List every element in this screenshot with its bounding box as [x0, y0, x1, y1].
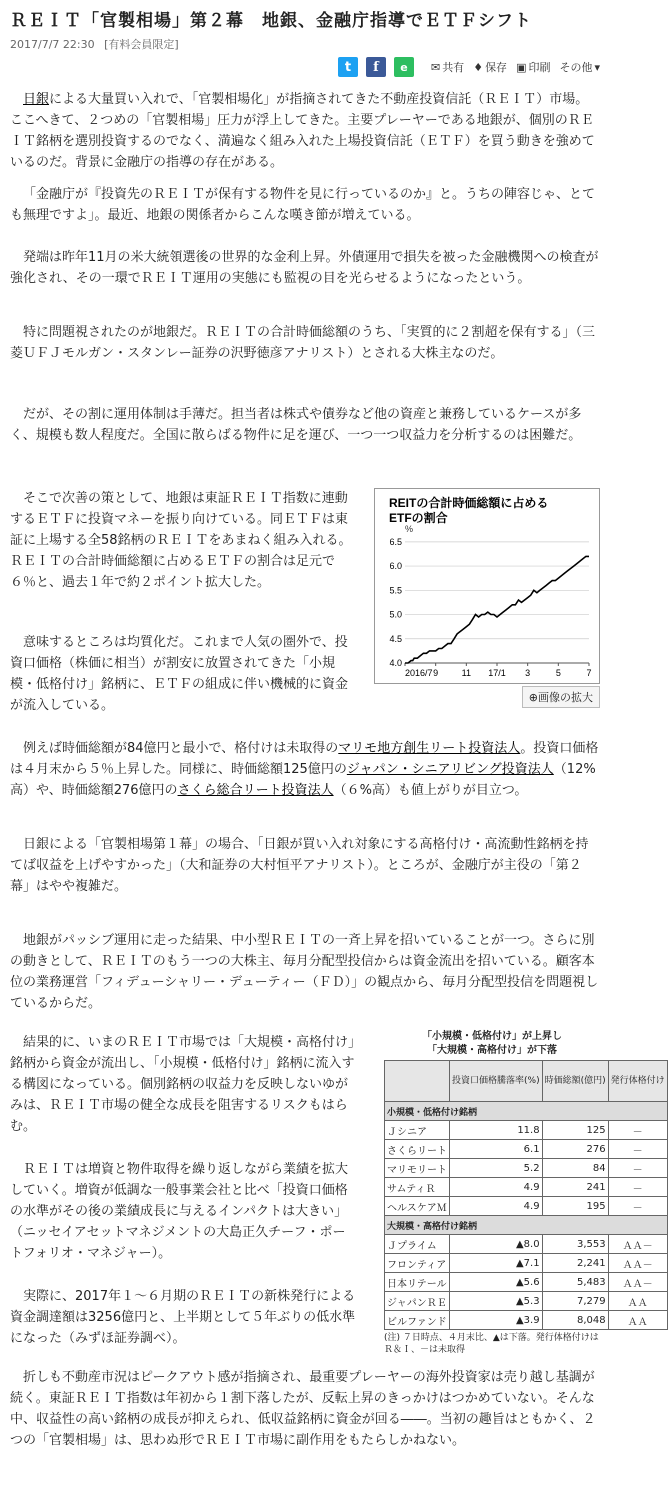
- line-chart: [375, 489, 599, 683]
- chart-title-line2: ETFの割合: [389, 511, 448, 525]
- article-title: ＲＥＩＴ「官製相場」第２幕 地銀、金融庁指導でＥＴＦシフト: [10, 11, 532, 31]
- x-tick-label: 5: [555, 668, 561, 678]
- table-row: [385, 1235, 668, 1254]
- link-japan-senior-living[interactable]: ジャパン・シニアリビング投資法人: [346, 762, 554, 777]
- cell-price-change: ▲5.6: [450, 1273, 543, 1292]
- table-row: [385, 1140, 668, 1159]
- mail-icon: ✉: [430, 60, 441, 74]
- cell-rating: －: [608, 1178, 667, 1197]
- cell-price-change: 5.2: [450, 1159, 543, 1178]
- x-tick-label: 9: [433, 668, 439, 678]
- x-tick-label: 7: [586, 668, 592, 678]
- cell-price-change: ▲8.0: [450, 1235, 543, 1254]
- paragraph-12: ＲＥＩＴは増資と物件取得を繰り返しながら業績を拡大していく。増資が低調な一般事業会社と比べ「投資口価格の水準がその後の業績成長に与えるインパクトは大きい」（ニッセイアセットマネジメントの大島正久チーフ・ポートフォリオ・マネジャー）。: [10, 1162, 349, 1261]
- header-market-cap: 時価総額(億円): [542, 1061, 608, 1102]
- cell-market-cap: 2,241: [542, 1254, 608, 1273]
- save-button[interactable]: ♦ 保存: [473, 60, 508, 74]
- group-label: 小規模・低格付け銘柄: [385, 1102, 668, 1121]
- twitter-icon[interactable]: t: [338, 57, 358, 77]
- enlarge-image-button[interactable]: ⊕画像の拡大: [522, 686, 600, 708]
- cell-price-change: 11.8: [450, 1121, 543, 1140]
- y-tick-label: 4.5: [389, 633, 402, 644]
- publish-date: 2017/7/7 22:30: [10, 38, 95, 51]
- facebook-icon[interactable]: f: [366, 57, 386, 77]
- cell-price-change: 4.9: [450, 1178, 543, 1197]
- cell-market-cap: 5,483: [542, 1273, 608, 1292]
- table-row: [385, 1121, 668, 1140]
- cell-name: Ｊプライム: [385, 1235, 450, 1254]
- cell-market-cap: 7,279: [542, 1292, 608, 1311]
- paragraph-10: 地銀がパッシブ運用に走った結果、中小型ＲＥＩＴの一斉上昇を招いていることが一つ。さらに別の動きとして、ＲＥＩＴのもう一つの大株主、毎月分配型投信からは資金流出を招いている。顧客本位の業務運営「フィデューシャリー・デューティー（ＦＤ）」の観点から、毎月分配型投信を問題視しているからだ。: [10, 933, 599, 1011]
- cell-rating: －: [608, 1140, 667, 1159]
- cell-rating: －: [608, 1159, 667, 1178]
- cell-market-cap: 84: [542, 1159, 608, 1178]
- y-tick-label: 6.5: [389, 536, 402, 547]
- paragraph-1: 日銀による大量買い入れで、「官製相場化」が指摘されてきた不動産投資信託（ＲＥＩＴ）市場。ここへきて、２つめの「官製相場」圧力が浮上してきた。主要プレーヤーである地銀が、個別のＲＥＩＴ銘柄を選別投資するのでなく、満遍なく組み入れた上場投資信託（ＥＴＦ）を買う動きを強めているのだ。背景に金融庁の指導の存在がある。: [10, 92, 595, 170]
- cell-price-change: 6.1: [450, 1140, 543, 1159]
- table-row: [385, 1178, 668, 1197]
- cell-name: サムティＲ: [385, 1178, 450, 1197]
- table-row: [385, 1311, 668, 1330]
- paragraph-7: 意味するところは均質化だ。これまで人気の圏外で、投資口価格（株価に相当）が割安に放置されてきた「小規模・低格付け」銘柄に、ＥＴＦの組成に伴い機械的に資金が流入している。: [10, 635, 349, 713]
- reit-comparison-table-figure: [384, 1030, 665, 1380]
- member-tag: [有料会員限定]: [104, 38, 179, 51]
- more-button[interactable]: その他 ▾: [559, 60, 600, 74]
- x-tick-label: 3: [525, 668, 531, 678]
- chevron-down-icon: ▾: [594, 60, 600, 74]
- x-tick-label: 11: [461, 668, 472, 678]
- paragraph-11: 結果的に、いまのＲＥＩＴ市場では「大規模・高格付け」銘柄から資金が流出し、「小規模・低格付け」銘柄に流入する構図になっている。個別銘柄の収益力を反映しないゆがみは、ＲＥＩＴ市場の健全な成長を阻害するリスクもはらむ。: [10, 1035, 355, 1134]
- table-row: [385, 1273, 668, 1292]
- cell-rating: ＡＡ－: [608, 1254, 667, 1273]
- header-price-change: 投資口価格騰落率(%): [450, 1061, 543, 1102]
- etf-share-chart-figure: [374, 488, 600, 708]
- chart-title-line1: REITの合計時価総額に占める: [389, 496, 549, 510]
- cell-name: さくらリート: [385, 1140, 450, 1159]
- table-row: [385, 1292, 668, 1311]
- cell-market-cap: 195: [542, 1197, 608, 1216]
- paragraph-9: 日銀による「官製相場第１幕」の場合、「日銀が買い入れ対象にする高格付け・高流動性銘柄を持てば収益を上げやすかった」（大和証券の大村恒平アナリスト）。ところが、金融庁が主役の「第２幕」はやや複雑だ。: [10, 837, 589, 894]
- x-tick-label: 17/1: [488, 668, 506, 678]
- print-button[interactable]: ▣ 印刷: [516, 60, 551, 74]
- paragraph-13: 実際に、2017年１～６月期のＲＥＩＴの新株発行による資金調達額は3256億円と、上半期として５年ぶりの低水準になった（みずほ証券調べ）。: [10, 1289, 356, 1346]
- cell-price-change: 4.9: [450, 1197, 543, 1216]
- cell-name: ビルファンド: [385, 1311, 450, 1330]
- group-label: 大規模・高格付け銘柄: [385, 1216, 668, 1235]
- evernote-icon[interactable]: e: [394, 57, 414, 77]
- paragraph-14: 折しも不動産市況はピークアウト感が指摘され、最重要プレーヤーの海外投資家は売り越し基調が続く。東証ＲＥＩＴ指数は年初から１割下落したが、反転上昇のきっかけはつかめていない。そんな中、収益性の高い銘柄の成長が抑えられ、低収益銘柄に資金が回る――。当初の趣旨はともかく、２つの「官製相場」は、思わぬ形でＲＥＩＴ市場に副作用をもたらしかねない。: [10, 1370, 596, 1448]
- share-toolbar: [338, 56, 602, 78]
- table-row: [385, 1197, 668, 1216]
- chart-y-unit: %: [405, 524, 414, 534]
- zoom-plus-icon: ⊕: [528, 691, 538, 704]
- cell-rating: ＡＡ－: [608, 1235, 667, 1254]
- paragraph-3: 発端は昨年11月の米大統領選後の世界的な金利上昇。外債運用で損失を被った金融機関への検査が強化され、その一環でＲＥＩＴ運用の実態にも監視の目を光らせるようになったという。: [10, 250, 599, 286]
- cell-market-cap: 276: [542, 1140, 608, 1159]
- cell-price-change: ▲5.3: [450, 1292, 543, 1311]
- article-meta: [10, 36, 185, 52]
- table-caption-1: 「小規模・低格付け」が上昇し: [422, 1031, 562, 1042]
- group-row-small: [385, 1102, 668, 1121]
- cell-rating: ＡＡ: [608, 1311, 667, 1330]
- cell-name: 日本リテール: [385, 1273, 450, 1292]
- cell-name: ヘルスケアＭ: [385, 1197, 450, 1216]
- header-name: [385, 1061, 450, 1102]
- etf-share-line: [405, 556, 589, 663]
- group-row-large: [385, 1216, 668, 1235]
- cell-price-change: ▲3.9: [450, 1311, 543, 1330]
- header-rating: 発行体格付け: [608, 1061, 667, 1102]
- paragraph-4: 特に問題視されたのが地銀だ。ＲＥＩＴの合計時価総額のうち、「実質的に２割超を保有する」（三菱ＵＦＪモルガン・スタンレー証券の沢野徳彦アナリスト）とされる大株主なのだ。: [10, 325, 596, 361]
- cell-rating: －: [608, 1121, 667, 1140]
- link-sakura-reit[interactable]: さくら総合リート投資法人: [177, 783, 334, 798]
- cell-market-cap: 241: [542, 1178, 608, 1197]
- link-marimo-reit[interactable]: マリモ地方創生リート投資法人: [338, 741, 521, 756]
- reit-table: [384, 1060, 668, 1330]
- cell-market-cap: 8,048: [542, 1311, 608, 1330]
- paragraph-2: 「金融庁が『投資先のＲＥＩＴが保有する物件を見に行っているのか』と。うちの陣容じゃ、とても無理ですよ」。最近、地銀の関係者からこんな嘆き節が増えている。: [10, 187, 596, 223]
- table-header-row: [385, 1061, 668, 1102]
- x-tick-label: 2016/7: [405, 668, 433, 678]
- cell-rating: －: [608, 1197, 667, 1216]
- printer-icon: ▣: [516, 60, 527, 74]
- y-tick-label: 4.0: [389, 658, 402, 668]
- cell-rating: ＡＡ: [608, 1292, 667, 1311]
- table-note: (注) ７日時点、４月末比、▲は下落。発行体格付けはＲ＆Ｉ、－は未取得: [384, 1333, 599, 1355]
- table-caption-2: 「大規模・高格付け」が下落: [427, 1045, 557, 1056]
- cell-name: マリモリート: [385, 1159, 450, 1178]
- link-boj[interactable]: 日銀: [23, 92, 50, 107]
- y-tick-label: 6.0: [389, 561, 402, 572]
- y-tick-label: 5.5: [389, 585, 402, 596]
- paragraph-6: そこで次善の策として、地銀は東証ＲＥＩＴ指数に連動するＥＴＦに投資マネーを振り向けている。同ＥＴＦは東証に上場する全58銘柄のＲＥＩＴをあまねく組み入れる。ＲＥＩＴの合計時価総額に占めるＥＴＦの割合は足元で６％と、過去１年で約２ポイント拡大した。: [10, 491, 352, 590]
- cell-rating: ＡＡ－: [608, 1273, 667, 1292]
- paragraph-8: 例えば時価総額が84億円と最小で、格付けは未取得のマリモ地方創生リート投資法人。投資口価格は４月末から５％上昇した。同様に、時価総額125億円のジャパン・シニアリビング投資法人（12%高）や、時価総額276億円のさくら総合リート投資法人（６%高）も値上がりが目立つ。: [10, 741, 599, 798]
- cell-market-cap: 3,553: [542, 1235, 608, 1254]
- table-row: [385, 1159, 668, 1178]
- chart-frame: [374, 488, 600, 684]
- table-row: [385, 1254, 668, 1273]
- paragraph-5: だが、その割に運用体制は手薄だ。担当者は株式や債券など他の資産と兼務しているケースが多く、規模も数人程度だ。全国に散らばる物件に足を運び、一つ一つ収益力を分析するのは困難だ。: [10, 407, 582, 443]
- cell-name: ジャパンＲＥ: [385, 1292, 450, 1311]
- cell-name: フロンティア: [385, 1254, 450, 1273]
- y-tick-label: 5.0: [389, 609, 402, 620]
- cell-name: Ｊシニア: [385, 1121, 450, 1140]
- cell-price-change: ▲7.1: [450, 1254, 543, 1273]
- bookmark-icon: ♦: [473, 60, 484, 74]
- cell-market-cap: 125: [542, 1121, 608, 1140]
- share-button[interactable]: ✉ 共有: [430, 60, 465, 74]
